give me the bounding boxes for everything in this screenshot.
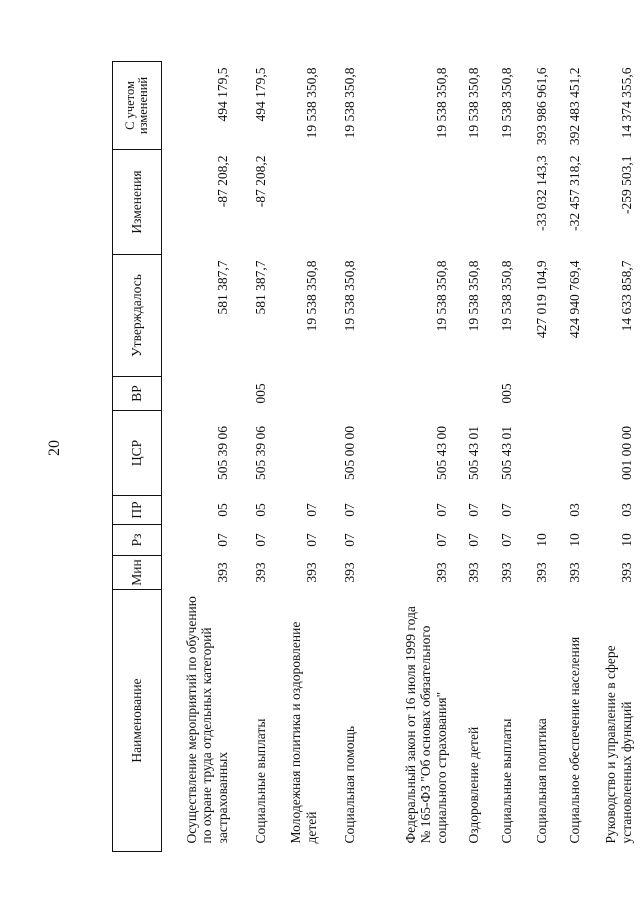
cell-changes <box>276 150 327 255</box>
cell-approved: 14 633 858,7 <box>618 260 634 332</box>
cell-rz: 07 <box>252 533 268 547</box>
cell-pr: 07 <box>341 503 357 517</box>
cell-approved: 427 019 104,9 <box>533 260 549 339</box>
cell-with-changes: 494 179,5 <box>252 67 268 122</box>
cell-csr <box>522 411 557 496</box>
cell-approved: 19 538 350,8 <box>465 260 481 332</box>
cell-pr: 07 <box>433 503 449 517</box>
cell-pr: 05 <box>252 503 268 517</box>
cell-min: 393 <box>618 562 634 583</box>
cell-name: Руководство и управление в сфере установленных функций <box>603 645 634 844</box>
cell-rz: 10 <box>566 533 582 547</box>
cell-min: 393 <box>303 562 319 583</box>
cell-changes: -32 457 318,2 <box>566 155 582 231</box>
cell-approved: 19 538 350,8 <box>498 260 514 332</box>
cell-changes: -87 208,2 <box>252 155 268 208</box>
header-vr: ВР <box>113 377 162 411</box>
cell-min: 393 <box>465 562 481 583</box>
table-row <box>522 62 557 852</box>
cell-min: 393 <box>252 562 268 583</box>
cell-rz: 07 <box>341 533 357 547</box>
cell-pr: 07 <box>498 503 514 517</box>
cell-csr: 505 39 06 <box>214 426 230 480</box>
cell-with-changes: 19 538 350,8 <box>341 67 357 139</box>
table-row <box>489 62 522 852</box>
cell-changes <box>457 150 489 255</box>
page-number: 20 <box>46 440 63 456</box>
header-name: Наименование <box>113 590 162 852</box>
cell-rz: 07 <box>465 533 481 547</box>
cell-with-changes: 494 179,5 <box>214 67 230 122</box>
cell-vr <box>327 377 365 411</box>
cell-with-changes: 19 538 350,8 <box>433 67 449 139</box>
cell-approved: 19 538 350,8 <box>303 260 319 332</box>
cell-name: Социальная помощь <box>341 725 357 844</box>
cell-changes: -259 503,1 <box>618 155 634 214</box>
cell-vr: 005 <box>498 383 514 404</box>
cell-csr: 505 43 01 <box>465 426 481 480</box>
cell-vr <box>590 377 640 411</box>
cell-min: 393 <box>498 562 514 583</box>
table-row <box>457 62 489 852</box>
header-approved: Утверждалось <box>113 255 162 377</box>
cell-rz: 07 <box>214 533 230 547</box>
cell-vr <box>457 377 489 411</box>
header-min: Мин <box>113 556 162 590</box>
cell-pr: 05 <box>214 503 230 517</box>
table-row <box>238 62 276 852</box>
cell-name: Осуществление мероприятий по обучению по охране труда отдельных категорий застрахованных <box>183 596 230 844</box>
cell-name: Молодежная политика и оздоровление детей <box>288 621 319 844</box>
cell-changes: -87 208,2 <box>214 155 230 208</box>
cell-name: Оздоровление детей <box>465 726 481 844</box>
header-with-changes: С учетом изменений <box>113 62 162 150</box>
cell-changes <box>327 150 365 255</box>
cell-changes: -33 032 143,3 <box>533 155 549 231</box>
cell-pr: 07 <box>303 503 319 517</box>
cell-csr: 505 43 00 <box>433 426 449 480</box>
cell-approved: 581 387,7 <box>214 260 230 315</box>
cell-changes <box>365 150 457 255</box>
cell-name: Социальные выплаты <box>498 718 514 844</box>
cell-with-changes: 19 538 350,8 <box>465 67 481 139</box>
cell-rz: 07 <box>433 533 449 547</box>
header-csr: ЦСР <box>113 411 162 496</box>
table-row <box>590 62 640 852</box>
cell-min: 393 <box>566 562 582 583</box>
cell-rz: 07 <box>303 533 319 547</box>
cell-pr: 03 <box>566 503 582 517</box>
cell-name: Социальная политика <box>533 718 549 844</box>
cell-approved: 19 538 350,8 <box>433 260 449 332</box>
cell-min: 393 <box>214 562 230 583</box>
cell-csr <box>276 411 327 496</box>
cell-with-changes: 14 374 355,6 <box>618 67 634 139</box>
cell-approved: 581 387,7 <box>252 260 268 315</box>
cell-with-changes: 19 538 350,8 <box>303 67 319 139</box>
cell-with-changes: 19 538 350,8 <box>498 67 514 139</box>
cell-approved: 19 538 350,8 <box>341 260 357 332</box>
cell-vr <box>557 377 590 411</box>
cell-rz: 10 <box>618 533 634 547</box>
cell-with-changes: 392 483 451,2 <box>566 67 582 146</box>
cell-vr: 005 <box>252 383 268 404</box>
cell-rz: 07 <box>498 533 514 547</box>
cell-pr: 07 <box>465 503 481 517</box>
cell-changes <box>489 150 522 255</box>
cell-csr: 505 43 01 <box>498 426 514 480</box>
cell-csr: 505 39 06 <box>252 426 268 480</box>
cell-min: 393 <box>533 562 549 583</box>
cell-name: Социальное обеспечение населения <box>566 636 582 844</box>
table-row <box>276 62 327 852</box>
cell-rz: 10 <box>533 533 549 547</box>
rotated-table-container <box>112 62 634 852</box>
budget-table <box>112 61 640 852</box>
cell-vr <box>365 377 457 411</box>
table-row <box>365 62 457 852</box>
table-row <box>327 62 365 852</box>
cell-pr <box>522 496 557 525</box>
cell-vr <box>162 377 238 411</box>
cell-name: Социальные выплаты <box>252 718 268 844</box>
cell-pr: 03 <box>618 503 634 517</box>
cell-name: Федеральный закон от 16 июля 1999 года № 165-ФЗ "Об основах обязательного социального страхования" <box>402 606 449 844</box>
cell-csr: 001 00 00 <box>618 426 634 480</box>
cell-min: 393 <box>341 562 357 583</box>
cell-with-changes: 393 986 961,6 <box>533 67 549 146</box>
cell-vr <box>276 377 327 411</box>
cell-vr <box>522 377 557 411</box>
table-row <box>162 62 238 852</box>
cell-approved: 424 940 769,4 <box>566 260 582 339</box>
table-header-row <box>113 62 162 852</box>
table-row <box>557 62 590 852</box>
header-rz: Рз <box>113 525 162 556</box>
cell-csr: 505 00 00 <box>341 426 357 480</box>
cell-csr <box>557 411 590 496</box>
header-changes: Изменения <box>113 150 162 255</box>
cell-min: 393 <box>433 562 449 583</box>
header-pr: ПР <box>113 496 162 525</box>
